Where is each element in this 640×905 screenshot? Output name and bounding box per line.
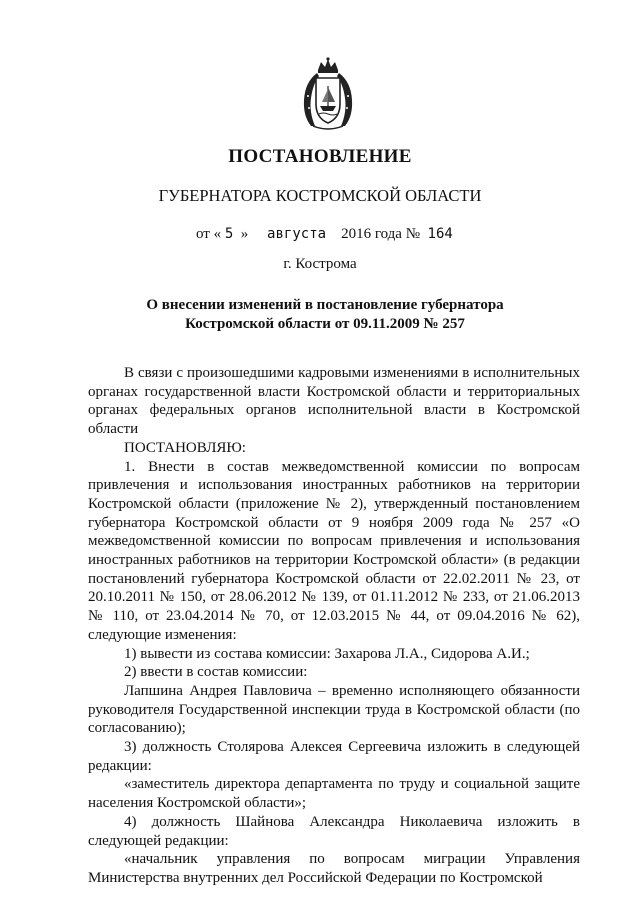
- document-number: 164: [427, 226, 453, 242]
- body-paragraph: 3) должность Столярова Алексея Сергеевича изложить в следующей редакции:: [88, 739, 580, 774]
- body-paragraph: «заместитель директора департамента по труду и социальной защите населения Костромской области»;: [88, 776, 580, 812]
- body-paragraph: 4) должность Шайнова Александра Николаевича изложить в следующей редакции:: [88, 813, 580, 849]
- coat-of-arms-icon: [301, 56, 355, 132]
- body-paragraph: 1) вывести из состава комиссии: Захарова Л.А., Сидорова А.И.;: [124, 645, 530, 662]
- date-prefix: от «: [196, 226, 222, 242]
- subject-line-2: Костромской области от 09.11.2009 № 257: [185, 316, 465, 332]
- document-city: г. Кострома: [283, 256, 357, 272]
- body-paragraph: Лапшина Андрея Павловича – временно исполняющего обязанности руководителя Государственной инспекции труда в Костромской области (по согласованию);: [88, 682, 580, 737]
- body-paragraph: В связи с произошедшими кадровыми изменениями в исполнительных органах государственной власти Костромской области и территориальных органах федеральных органов исполнительной власти в Костромской области: [88, 365, 580, 438]
- subject-line-1: О внесении изменений в постановление губернатора: [146, 297, 504, 313]
- body-paragraph: «начальник управления по вопросам миграции Управления Министерства внутренних дел Российской Федерации по Костромской: [88, 851, 580, 886]
- document-title: ПОСТАНОВЛЕНИЕ: [228, 146, 412, 167]
- document-body: [88, 364, 580, 888]
- body-paragraph: 2) ввести в состав комиссии:: [124, 664, 308, 681]
- body-paragraph: 1. Внести в состав межведомственной комиссии по вопросам привлечения и использования иностранных работников на территории Костромской области (приложение № 2), утвержденный постановлением губернатора Костромской области от 9 ноября 2009 года № 257 «О межведомственной комиссии по вопросам привлечения и использования иностранных работников на территории Костромской области» (в редакции постановлений губернатора Костромской области от 22.02.2011 № 23, от 20.10.2011 № 150, от 28.06.2012 № 139, от 01.11.2012 № 233, от 21.06.2013 № 110, от 23.04.2014 № 70, от 12.03.2015 № 44, от 09.04.2016 № 62), следующие изменения:: [88, 458, 580, 643]
- document-date-line: [196, 226, 453, 243]
- issuing-authority: ГУБЕРНАТОРА КОСТРОМСКОЙ ОБЛАСТИ: [158, 186, 482, 205]
- date-mid: »: [240, 226, 249, 242]
- document-subject: [120, 296, 530, 334]
- date-day: 5: [224, 226, 234, 242]
- date-year: 2016 года №: [341, 226, 421, 242]
- body-paragraph-decree: ПОСТАНОВЛЯЮ:: [124, 439, 246, 456]
- date-month: августа: [267, 226, 327, 242]
